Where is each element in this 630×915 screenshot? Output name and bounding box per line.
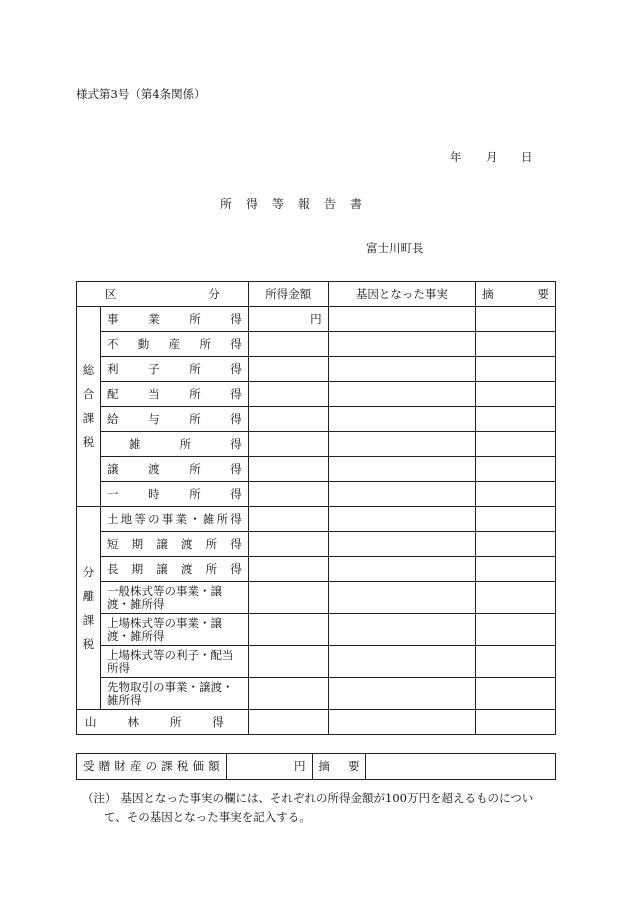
cause-cell[interactable] [328, 557, 476, 582]
row-label: 一 時 所 得 [100, 482, 248, 507]
amount-cell[interactable] [248, 557, 328, 582]
amount-cell[interactable] [248, 482, 328, 507]
row-label: 一般株式等の事業・譲渡・雑所得 [100, 582, 248, 614]
addressee: 富士川町長 [366, 241, 424, 255]
row-label: 配 当 所 得 [100, 382, 248, 407]
cause-cell[interactable] [328, 482, 476, 507]
row-label-sanrin: 山 林 所 得 [77, 710, 249, 735]
amount-cell[interactable] [248, 614, 328, 646]
row-label: 土地等の事業・雑所得 [100, 507, 248, 532]
remarks-cell[interactable] [476, 646, 556, 678]
cause-cell[interactable] [328, 532, 476, 557]
remarks-cell[interactable] [476, 532, 556, 557]
remarks-cell[interactable] [476, 482, 556, 507]
remarks-cell[interactable] [476, 407, 556, 432]
remarks-cell[interactable] [476, 557, 556, 582]
cause-cell[interactable] [328, 332, 476, 357]
row-label: 上場株式等の事業・譲渡・雑所得 [100, 614, 248, 646]
cause-cell[interactable] [328, 357, 476, 382]
amount-cell[interactable] [248, 507, 328, 532]
amount-cell[interactable] [248, 678, 328, 710]
remarks-cell[interactable] [476, 382, 556, 407]
header-amount: 所得金額 [248, 282, 328, 307]
cause-cell[interactable] [328, 582, 476, 614]
cause-cell[interactable] [328, 614, 476, 646]
form-number: 様式第3号（第4条関係） [76, 87, 206, 101]
cause-cell[interactable] [328, 432, 476, 457]
amount-cell[interactable] [248, 710, 328, 735]
remarks-cell[interactable] [476, 457, 556, 482]
gift-label: 受贈財産の課税価額 [77, 754, 227, 780]
amount-cell[interactable] [248, 357, 328, 382]
page-title: 所 得 等 報 告 書 [220, 197, 364, 211]
cause-cell[interactable] [328, 710, 476, 735]
amount-cell[interactable] [248, 382, 328, 407]
gift-remarks-label: 摘 要 [312, 754, 366, 780]
remarks-cell[interactable] [476, 678, 556, 710]
date-day: 日 [521, 150, 533, 164]
header-remarks: 摘 要 [476, 282, 556, 307]
note-line1 [82, 790, 533, 806]
header-category: 区 分 [77, 282, 249, 307]
remarks-cell[interactable] [476, 710, 556, 735]
row-label: 先物取引の事業・譲渡・雑所得 [100, 678, 248, 710]
note-text2: て、その基因となった事実を記入する。 [104, 810, 311, 824]
amount-cell[interactable] [248, 582, 328, 614]
remarks-cell[interactable] [476, 332, 556, 357]
amount-cell[interactable] [248, 332, 328, 357]
amount-cell[interactable] [248, 407, 328, 432]
group-sogo-label: 総 合 課 税 [77, 307, 101, 507]
row-label: 事 業 所 得 [100, 307, 248, 332]
remarks-cell[interactable] [476, 432, 556, 457]
amount-cell[interactable] [248, 646, 328, 678]
cause-cell[interactable] [328, 507, 476, 532]
group-bunri-label: 分 離 課 税 [77, 507, 101, 710]
row-label: 雑 所 得 [100, 432, 248, 457]
amount-cell[interactable] [248, 457, 328, 482]
gift-table [76, 753, 556, 780]
remarks-cell[interactable] [476, 614, 556, 646]
remarks-cell[interactable] [476, 582, 556, 614]
cause-cell[interactable] [328, 407, 476, 432]
note-prefix: （注） [82, 791, 117, 805]
cause-cell[interactable] [328, 678, 476, 710]
income-table [76, 281, 556, 735]
date-year: 年 [450, 150, 462, 164]
row-label: 給 与 所 得 [100, 407, 248, 432]
yen-mark: 円 [248, 307, 328, 332]
row-label: 長 期 譲 渡 所 得 [100, 557, 248, 582]
gift-amount-yen[interactable]: 円 [226, 754, 312, 780]
amount-cell[interactable] [248, 432, 328, 457]
cause-cell[interactable] [328, 307, 476, 332]
row-label: 上場株式等の利子・配当所得 [100, 646, 248, 678]
remarks-cell[interactable] [476, 357, 556, 382]
gift-remarks-cell[interactable] [366, 754, 556, 780]
amount-cell[interactable] [248, 532, 328, 557]
cause-cell[interactable] [328, 457, 476, 482]
cause-cell[interactable] [328, 382, 476, 407]
remarks-cell[interactable] [476, 507, 556, 532]
date-month: 月 [486, 150, 498, 164]
cause-cell[interactable] [328, 646, 476, 678]
row-label: 短 期 譲 渡 所 得 [100, 532, 248, 557]
header-cause: 基因となった事実 [328, 282, 476, 307]
row-label: 譲 渡 所 得 [100, 457, 248, 482]
row-label: 不 動 産 所 得 [100, 332, 248, 357]
remarks-cell[interactable] [476, 307, 556, 332]
row-label: 利 子 所 得 [100, 357, 248, 382]
note-text1: 基因となった事実の欄には、それぞれの所得金額が100万円を超えるものについ [120, 791, 534, 805]
